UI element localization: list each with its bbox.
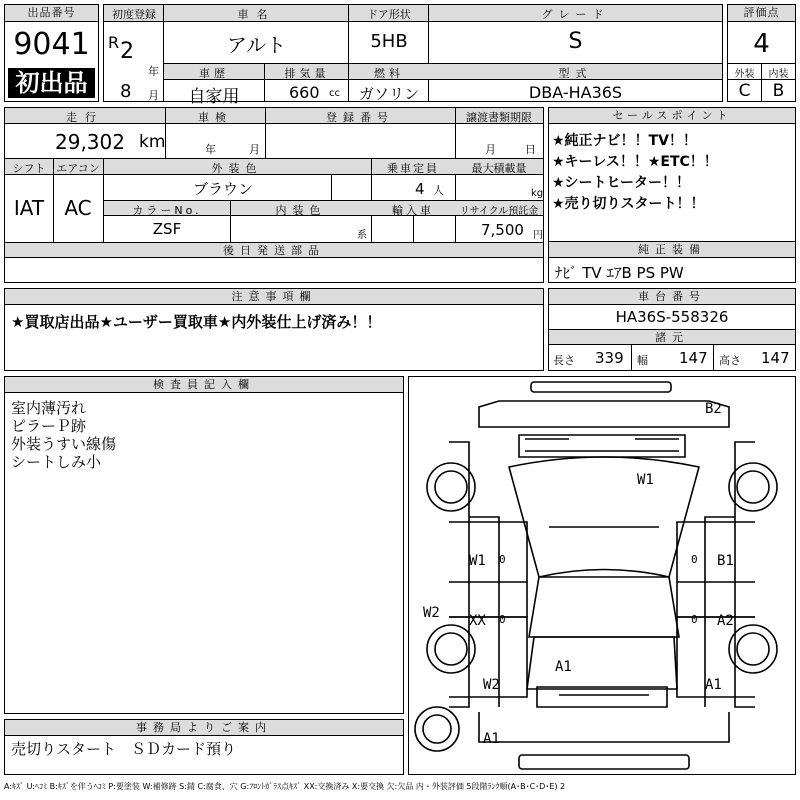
recycle-header: リサイクル預託金 (459, 206, 539, 217)
car-name-header: 車名 (237, 8, 276, 21)
notes-value: ★買取店出品★ユーザー買取車★内外装仕上げ済み！！ (11, 313, 382, 331)
color-no-header: カラーNo. (132, 204, 202, 217)
inspector-box (4, 376, 404, 714)
registration-header: 初度登録 (112, 8, 156, 21)
notes-header: 注意事項欄 (5, 289, 543, 305)
exterior-color-header: 外装色 (211, 162, 263, 175)
office-box (4, 719, 404, 775)
grade-header: グレード (541, 8, 610, 21)
length-label: 長さ (553, 354, 575, 367)
office-header: 事務局よりご案内 (5, 720, 403, 736)
transfer-month-unit: 月 (485, 143, 496, 156)
reg-year: 2 (120, 39, 134, 64)
sales-point-4: ★売り切りスタート！！ (552, 196, 705, 212)
sales-point-2: ★キーレス！！★ETC！！ (552, 154, 718, 170)
seating-unit: 人 (433, 184, 444, 197)
door-value: 5HB (370, 31, 408, 52)
recycle-unit: 円 (533, 230, 543, 241)
inspector-line-4: シートしみ小 (11, 453, 102, 471)
sales-points-box (548, 107, 796, 242)
import-header: 輸入車 (392, 204, 434, 217)
reg-month: 8 (120, 81, 132, 102)
seating-header: 乗車定員 (387, 162, 439, 175)
recycle-value: 7,500 (481, 221, 524, 239)
fuel-header: 燃料 (374, 67, 404, 80)
displacement-value: 660 (289, 83, 320, 102)
door-header: ドア形状 (367, 8, 411, 21)
reg-era: R (108, 33, 120, 52)
interior-color-header: 内装色 (275, 204, 327, 217)
inspection-header: 車検 (198, 111, 232, 124)
transfer-docs-header: 譲渡書類期限 (466, 111, 532, 124)
reg-month-unit: 月 (148, 89, 159, 102)
length-value: 339 (595, 349, 624, 367)
specs-header: 諸元 (549, 330, 795, 345)
history-header: 車歴 (199, 67, 229, 80)
color-no-value: ZSF (152, 220, 182, 238)
inspection-year-unit: 年 (205, 143, 216, 156)
max-load-header: 最大積載量 (471, 162, 527, 175)
lot-number: 9041 (13, 27, 90, 62)
exterior-color-value: ブラウン (192, 180, 253, 198)
mark-roof: W1 (637, 472, 654, 488)
height-label: 高さ (719, 354, 741, 367)
zero-2: 0 (691, 553, 698, 566)
sales-point-3: ★シートヒーター！！ (552, 175, 690, 191)
exterior-grade-value: C (738, 81, 751, 101)
mark-right-rear-door: A2 (717, 613, 734, 629)
lot-header: 出品番号 (5, 5, 98, 22)
legend-text: A:ｷｽﾞ U:ﾍｺﾐ B:ｷｽﾞを伴うﾍｺﾐ P:要塗装 W:補修跡 S:錆 C:腐食、穴 G:ﾌﾛﾝﾄｶﾞﾗｽ点ｷｽﾞ XX:交換済み X:要交換 欠:欠品 内・外装評価 5段階ﾗﾝｸ順(A･B･C･D･E) 2 (4, 782, 566, 791)
zero-1: 0 (499, 553, 506, 566)
mark-right-front-door: B1 (717, 553, 734, 569)
exterior-grade-header: 外装 (734, 69, 755, 80)
shift-value: IAT (13, 196, 45, 220)
mark-left-rear-door: XX (469, 613, 486, 629)
equipment-value: ﾅﾋﾞ TV ｴｱB PS PW (555, 264, 684, 282)
height-value: 147 (761, 349, 790, 367)
mark-rear-top: B2 (705, 401, 722, 417)
shift-header: シフト (12, 162, 46, 175)
mark-left-front-fender: W2 (483, 677, 500, 693)
displacement-header: 排気量 (284, 67, 330, 80)
inspector-line-3: 外装うすい線傷 (11, 435, 117, 453)
inspector-line-1: 室内薄汚れ (11, 399, 87, 417)
sales-point-1: ★純正ナビ！！TV！！ (552, 133, 697, 149)
lot-box (4, 4, 99, 102)
reg-year-unit: 年 (148, 65, 159, 78)
mark-left-front-door: W1 (469, 553, 486, 569)
mark-right-front-fender: A1 (705, 677, 722, 693)
seating-value: 4 (415, 180, 425, 198)
chassis-header: 車台番号 (549, 289, 795, 305)
aircon-header: エアコン (56, 162, 100, 175)
history-value: 自家用 (188, 87, 240, 107)
car-diagram (409, 377, 795, 774)
car-name-value: アルト (226, 33, 287, 57)
chassis-value: HA36S-558326 (615, 308, 729, 326)
width-value: 147 (679, 349, 708, 367)
aircon-value: AC (64, 196, 92, 220)
zero-3: 0 (499, 613, 506, 626)
mark-front-bumper: A1 (483, 731, 500, 747)
equipment-box (548, 241, 796, 283)
sales-points-header: セールスポイント (549, 108, 795, 124)
score-header: 評価点 (728, 5, 795, 22)
zero-4: 0 (691, 613, 698, 626)
score-box (727, 4, 796, 102)
main-info-box (103, 4, 723, 107)
inspector-header: 検査員記入欄 (5, 377, 403, 393)
interior-grade-header: 内装 (768, 69, 789, 80)
displacement-unit: cc (329, 88, 340, 99)
mark-left-pillar: W2 (423, 605, 440, 621)
interior-color-unit: 系 (357, 230, 367, 241)
fuel-value: ガソリン (358, 85, 419, 103)
inspection-month-unit: 月 (249, 143, 260, 156)
width-label: 幅 (637, 354, 648, 367)
grade-value: S (568, 29, 583, 54)
inspector-line-2: ピラーＰ跡 (11, 417, 87, 435)
mark-front-hood: A1 (555, 659, 572, 675)
transfer-day-unit: 日 (525, 143, 536, 156)
mileage-header: 走行 (66, 111, 104, 124)
first-listing-badge: 初出品 (8, 68, 95, 98)
max-load-unit: kg (531, 188, 544, 199)
later-parts-header: 後日発送部品 (5, 243, 543, 258)
reg-number-header: 登録番号 (326, 111, 394, 124)
score-value: 4 (753, 29, 770, 59)
office-value: 売切りスタート ＳＤカード預り (11, 740, 237, 758)
details-box (4, 107, 544, 283)
chassis-box (548, 288, 796, 371)
damage-diagram-box (408, 376, 796, 775)
model-header: 型式 (558, 67, 593, 80)
interior-grade-value: B (772, 81, 785, 101)
model-value: DBA-HA36S (528, 83, 623, 102)
equipment-header: 純正装備 (549, 242, 795, 258)
mileage-value: 29,302 (55, 130, 125, 154)
mileage-unit: km (139, 132, 166, 152)
notes-box (4, 288, 544, 371)
